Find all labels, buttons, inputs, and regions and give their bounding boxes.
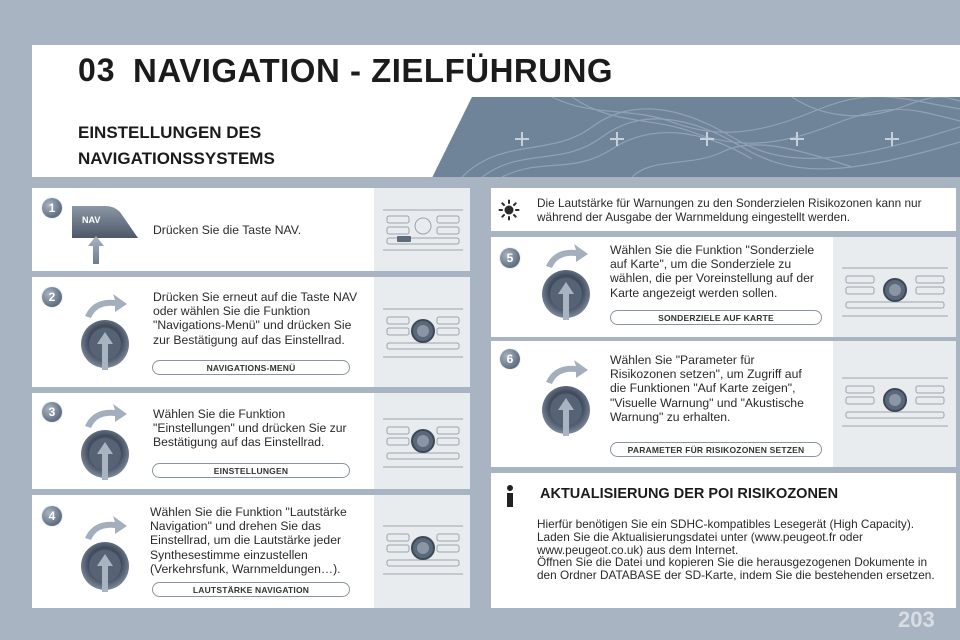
page-title: NAVIGATION - ZIELFÜHRUNG [133, 52, 614, 89]
step-number-badge: 5 [500, 248, 520, 268]
step-4-text: Wählen Sie die Funktion "Lautstärke Navigation" und drehen Sie das Einstellrad, um die Lautstärke jeder Synthesestimme einzustellen (Verkehrsfunk, Warnmeldungen…). [150, 505, 347, 576]
function-label-lautstaerke-navigation: LAUTSTÄRKE NAVIGATION [152, 582, 350, 597]
knob-icon [75, 400, 135, 484]
step-number-badge: 2 [42, 287, 62, 307]
device-icon [381, 520, 465, 580]
page-number: 203 [898, 607, 935, 632]
function-label-einstellungen: EINSTELLUNGEN [152, 463, 350, 478]
sun-icon [498, 199, 520, 226]
step-number-badge: 1 [42, 198, 62, 218]
device-icon [381, 202, 465, 258]
knob-icon [536, 356, 596, 440]
step-number-badge: 6 [500, 349, 520, 369]
knob-icon [75, 512, 135, 596]
device-icon [840, 262, 950, 322]
step-1-text: Drücken Sie die Taste NAV. [153, 223, 302, 237]
function-label-sonderziele-auf-karte: SONDERZIELE AUF KARTE [610, 310, 822, 325]
step-5-text: Wählen Sie die Funktion "Sonderziele auf Karte", um die Sonderziele zu wählen, die per Voreinstellung auf der Karte angezeigt werden sollen. [610, 243, 815, 300]
step-2-text: Drücken Sie erneut auf die Taste NAV oder wählen Sie die Funktion "Navigations-Menü" und drücken Sie zur Bestätigung auf das Einstellrad. [153, 290, 358, 347]
device-icon [381, 413, 465, 473]
info-icon [500, 484, 520, 513]
nav-key-label: NAV [82, 215, 101, 225]
knob-icon [75, 290, 135, 374]
step-number-badge: 3 [42, 402, 62, 422]
nav-button-icon [70, 200, 142, 266]
section-subtitle: EINSTELLUNGEN DES NAVIGATIONSSYSTEMS [78, 123, 275, 168]
step-number-badge: 4 [42, 506, 62, 526]
warning-note-text: Die Lautstärke für Warnungen zu den Sonderzielen Risikozonen kann nur während der Ausgabe der Warnmeldung eingestellt werden. [537, 196, 922, 224]
function-label-navigations-menue: NAVIGATIONS-MENÜ [152, 360, 350, 375]
device-icon [381, 303, 465, 363]
poi-update-text: Hierfür benötigen Sie ein SDHC-kompatibles Lesegerät (High Capacity). Laden Sie die Aktualisierungsdatei unter (www.peugeot.fr oder www.peugeot.co.uk) aus dem Internet. Öffnen Sie die Datei und kopieren Sie die herausgezogenen Dokumente in den Ordner DATABASE der SD-Karte, indem Sie die bestehenden ersetzen. [537, 517, 935, 583]
knob-icon [536, 240, 596, 324]
chapter-number: 03 [78, 52, 116, 88]
step-3-text: Wählen Sie die Funktion "Einstellungen" und drücken Sie zur Bestätigung auf das Einstellrad. [153, 407, 347, 450]
step-6-text: Wählen Sie "Parameter für Risikozonen setzen", um Zugriff auf die Funktionen "Auf Karte zeigen", "Visuelle Warnung" und "Akustische Warnung" zu erhalten. [610, 353, 804, 424]
function-label-parameter-risikozonen: PARAMETER FÜR RISIKOZONEN SETZEN [610, 442, 822, 457]
device-icon [840, 372, 950, 432]
poi-update-title: AKTUALISIERUNG DER POI RISIKOZONEN [540, 486, 839, 502]
